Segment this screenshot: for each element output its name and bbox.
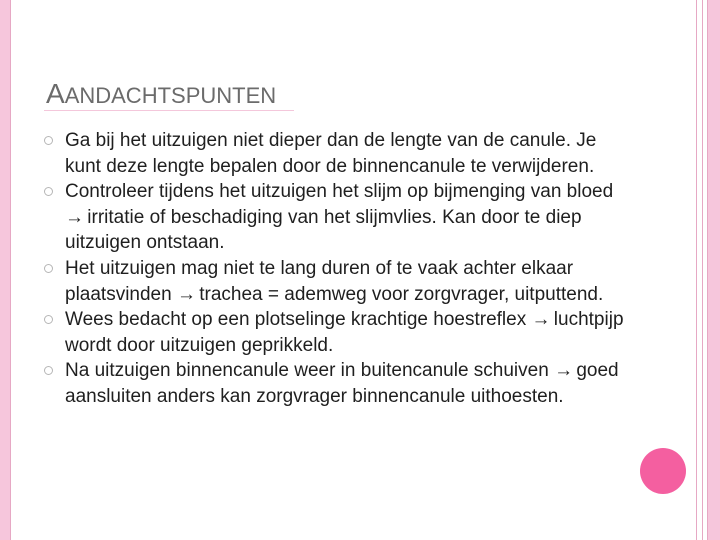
right-arrow-icon: →: [176, 283, 196, 305]
bullet-text: Het uitzuigen mag niet te lang duren of te vaak achter elkaar plaatsvinden: [65, 257, 574, 305]
right-arrow-icon: →: [65, 206, 84, 228]
frame-stripe: [702, 0, 703, 540]
hollow-circle-icon: [44, 136, 53, 145]
right-arrow-icon: →: [531, 309, 551, 331]
bullet-text: Ga bij het uitzuigen niet dieper dan de lengte van de canule. Je kunt deze lengte bepalen door de binnencanule te verwijderen.: [65, 130, 597, 177]
slide-title: [46, 78, 276, 110]
bullet-text: Controleer tijdens het uitzuigen het slijm op bijmenging van bloed: [65, 181, 614, 203]
bullet-text: irritatie of beschadiging van het slijmvlies. Kan door te diep uitzuigen ontstaan.: [65, 206, 582, 254]
bullet-item: [44, 256, 624, 307]
hollow-circle-icon: [44, 315, 53, 324]
frame-stripe: [696, 0, 697, 540]
right-arrow-icon: →: [554, 360, 574, 382]
bullet-text: trachea = ademweg voor zorgvrager, uitputtend.: [193, 283, 604, 305]
bullet-text: Na uitzuigen binnencanule weer in buitencanule schuiven: [65, 360, 555, 382]
bullet-item: [44, 358, 624, 409]
bullet-list: [44, 128, 624, 410]
hollow-circle-icon: [44, 366, 53, 375]
bullet-item: [44, 307, 624, 358]
bullet-text: goed aansluiten anders kan zorgvrager binnencanule uithoesten.: [65, 360, 619, 407]
bullet-item: [44, 179, 624, 256]
bullet-text: Wees bedacht op een plotselinge krachtige hoestreflex: [65, 309, 532, 331]
bullet-text: luchtpijp wordt door uitzuigen geprikkeld.: [65, 309, 624, 356]
bullet-item: [44, 128, 624, 179]
decorative-pink-circle: [640, 448, 686, 494]
hollow-circle-icon: [44, 264, 53, 273]
slide-title-rest: ANDACHTSPUNTEN: [64, 83, 277, 108]
hollow-circle-icon: [44, 187, 53, 196]
title-underline: [44, 110, 294, 111]
slide-title-initial: A: [46, 78, 65, 109]
